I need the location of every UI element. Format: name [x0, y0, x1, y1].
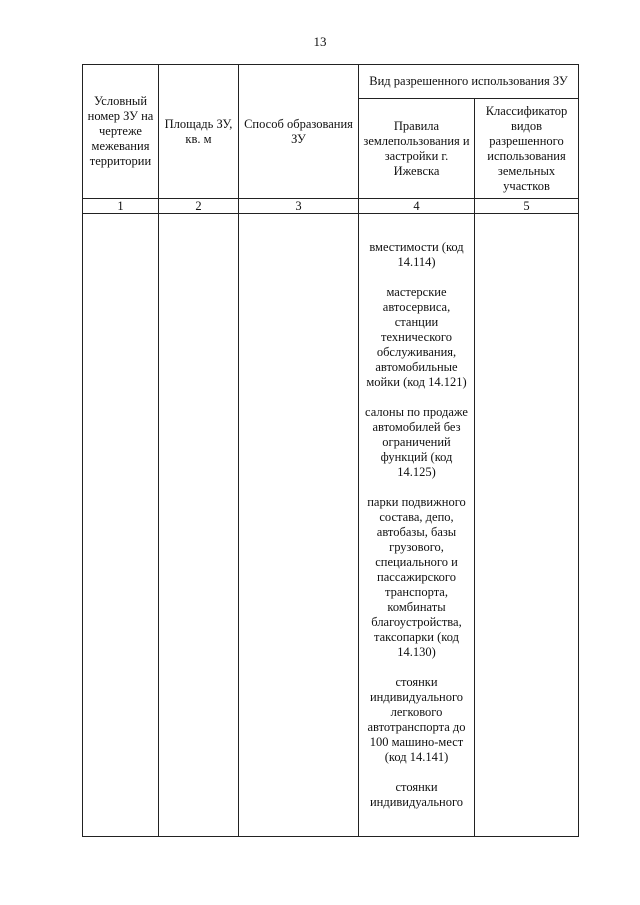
use-entry: салоны по продаже автомобилей без ограничений функций (код 14.125) [365, 405, 468, 479]
column-number-5: 5 [475, 199, 579, 214]
cell-area [159, 214, 239, 837]
cell-formation-method [239, 214, 359, 837]
header-area: Площадь ЗУ, кв. м [159, 65, 239, 199]
use-entry: стоянки индивидуального легкового автотранспорта до 100 машино-мест (код 14.141) [367, 675, 466, 764]
column-number-4: 4 [359, 199, 475, 214]
header-zoning-rules: Правила землепользования и застройки г. Ижевска [359, 99, 475, 199]
cell-plot-number [83, 214, 159, 837]
cell-classifier [475, 214, 579, 837]
use-entry: стоянки индивидуального [369, 780, 464, 809]
page-number: 13 [313, 34, 327, 49]
header-classifier: Классификатор видов разрешенного использования земельных участков [475, 99, 579, 199]
header-plot-number: Условный номер ЗУ на чертеже межевания территории [83, 65, 159, 199]
column-number-3: 3 [239, 199, 359, 214]
cell-zoning-rules [359, 214, 475, 837]
land-plot-table [82, 64, 579, 837]
header-permitted-use-group: Вид разрешенного использования ЗУ [359, 65, 579, 99]
use-entry: парки подвижного состава, депо, автобазы, базы грузового, специального и пассажирского транспорта, комбинаты благоустройства, таксопарки (код 14.130) [367, 495, 466, 659]
column-number-2: 2 [159, 199, 239, 214]
header-formation-method: Способ образования ЗУ [239, 65, 359, 199]
column-number-1: 1 [83, 199, 159, 214]
use-entry: мастерские автосервиса, станции технического обслуживания, автомобильные мойки (код 14.121) [366, 285, 467, 389]
use-entry: вместимости (код 14.114) [369, 240, 464, 269]
